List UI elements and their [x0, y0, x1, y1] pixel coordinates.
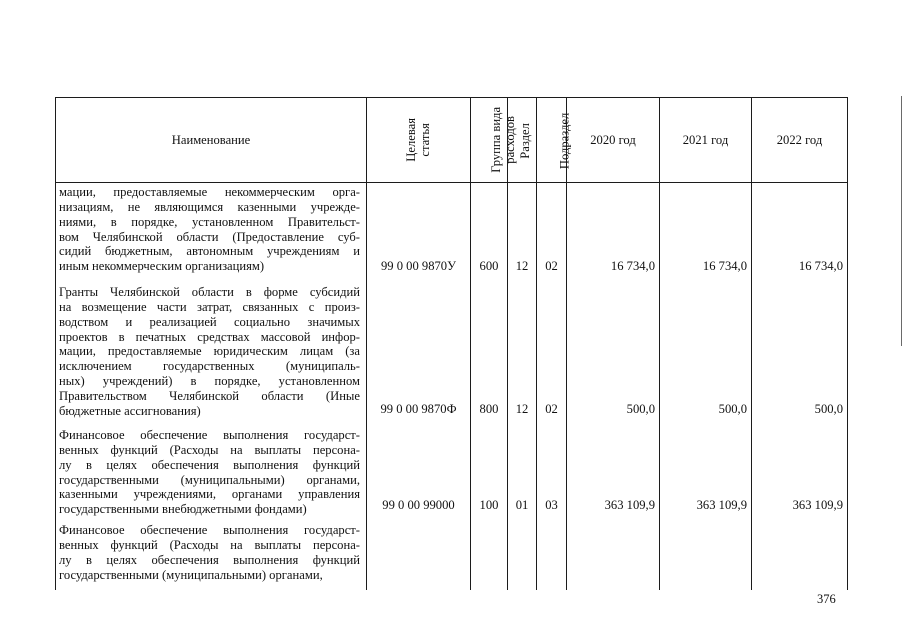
table-body-row — [56, 183, 848, 591]
page-edge-line — [901, 96, 902, 346]
header-section-text: Раздел — [517, 122, 532, 159]
budget-table — [55, 97, 848, 590]
table-row-name: Финансовое обеспечение выполнения государст- венных функций (Расходы на выплаты персона- лу в целях обеспечения выполнения функций государственными (муниципальными) органами, — [59, 523, 360, 582]
expense-group-column — [471, 183, 508, 591]
header-subsection-text: Подраздел — [557, 112, 572, 169]
subsection-cell: 02 — [545, 259, 558, 273]
name-column — [56, 183, 367, 591]
section-cell: 12 — [515, 402, 529, 416]
amount-2022-cell: 363 109,9 — [792, 498, 843, 512]
header-2021 — [660, 98, 752, 183]
amount-2022-cell: 16 734,0 — [798, 259, 843, 273]
target-article-cell: 99 0 00 9870Ф — [380, 402, 457, 416]
target-article-column — [367, 183, 471, 591]
expense-group-cell: 800 — [479, 402, 499, 416]
subsection-cell: 03 — [545, 498, 558, 512]
amount-2021-cell: 363 109,9 — [696, 498, 747, 512]
table-row-name: Финансовое обеспечение выполнения государст- венных функций (Расходы на выплаты персона- лу в целях обеспечения выполнения функций государственными (муниципальными) органами, казенными учреждениями, органами управления государственными внебюджетными фондами) — [59, 428, 360, 517]
year-2021-column — [660, 183, 752, 591]
subsection-column — [537, 183, 567, 591]
amount-2021-cell: 16 734,0 — [702, 259, 747, 273]
header-target-article — [367, 98, 471, 183]
amount-2022-cell: 500,0 — [814, 402, 843, 416]
header-2022-text: 2022 год — [776, 132, 823, 147]
header-2020-text: 2020 год — [590, 132, 636, 147]
header-2021-text: 2021 год — [682, 132, 729, 147]
subsection-cell: 02 — [545, 402, 558, 416]
header-target-article-text: Целевая статья — [403, 118, 432, 162]
amount-2020-cell: 363 109,9 — [604, 498, 655, 512]
header-subsection — [537, 98, 572, 183]
header-2020 — [567, 98, 660, 183]
header-name-text: Наименование — [171, 132, 251, 147]
section-column — [508, 183, 537, 591]
expense-group-cell: 600 — [479, 259, 499, 273]
table-header-row — [56, 98, 848, 183]
header-2022 — [752, 98, 848, 183]
section-cell: 01 — [515, 498, 529, 512]
section-cell: 12 — [515, 259, 529, 273]
amount-2020-cell: 16 734,0 — [610, 259, 655, 273]
year-2022-column — [752, 183, 848, 591]
header-expense-group-text: Группа вида расходов — [489, 107, 517, 173]
year-2020-column — [567, 183, 660, 591]
expense-group-cell: 100 — [479, 498, 499, 512]
table-row-name: Гранты Челябинской области в форме субсидий на возмещение части затрат, связанных с произ- водством и реализацией социально значимых проектов в печатных средствах массовой инфор- мации, предоставляемые юридическим лицам (за исключением государственных (муниципаль- ных) учреждений) в порядке, установленном Правительством Челябинской области (Иные бюджетные ассигнования) — [59, 285, 360, 418]
header-expense-group — [471, 98, 517, 183]
page-number: 376 — [817, 592, 836, 606]
amount-2020-cell: 500,0 — [626, 402, 655, 416]
header-name — [56, 98, 367, 183]
amount-2021-cell: 500,0 — [718, 402, 747, 416]
table-row-name: мации, предоставляемые некоммерческим орга- низациям, не являющимся казенными учрежде- ниями, в порядке, установленном Правительст- вом Челябинской области (Предоставление суб- сидий бюджетным, автономным учреждениям и иным некоммерческим организациям) — [59, 185, 360, 274]
target-article-cell: 99 0 00 99000 — [382, 498, 455, 512]
target-article-cell: 99 0 00 9870У — [380, 259, 457, 273]
